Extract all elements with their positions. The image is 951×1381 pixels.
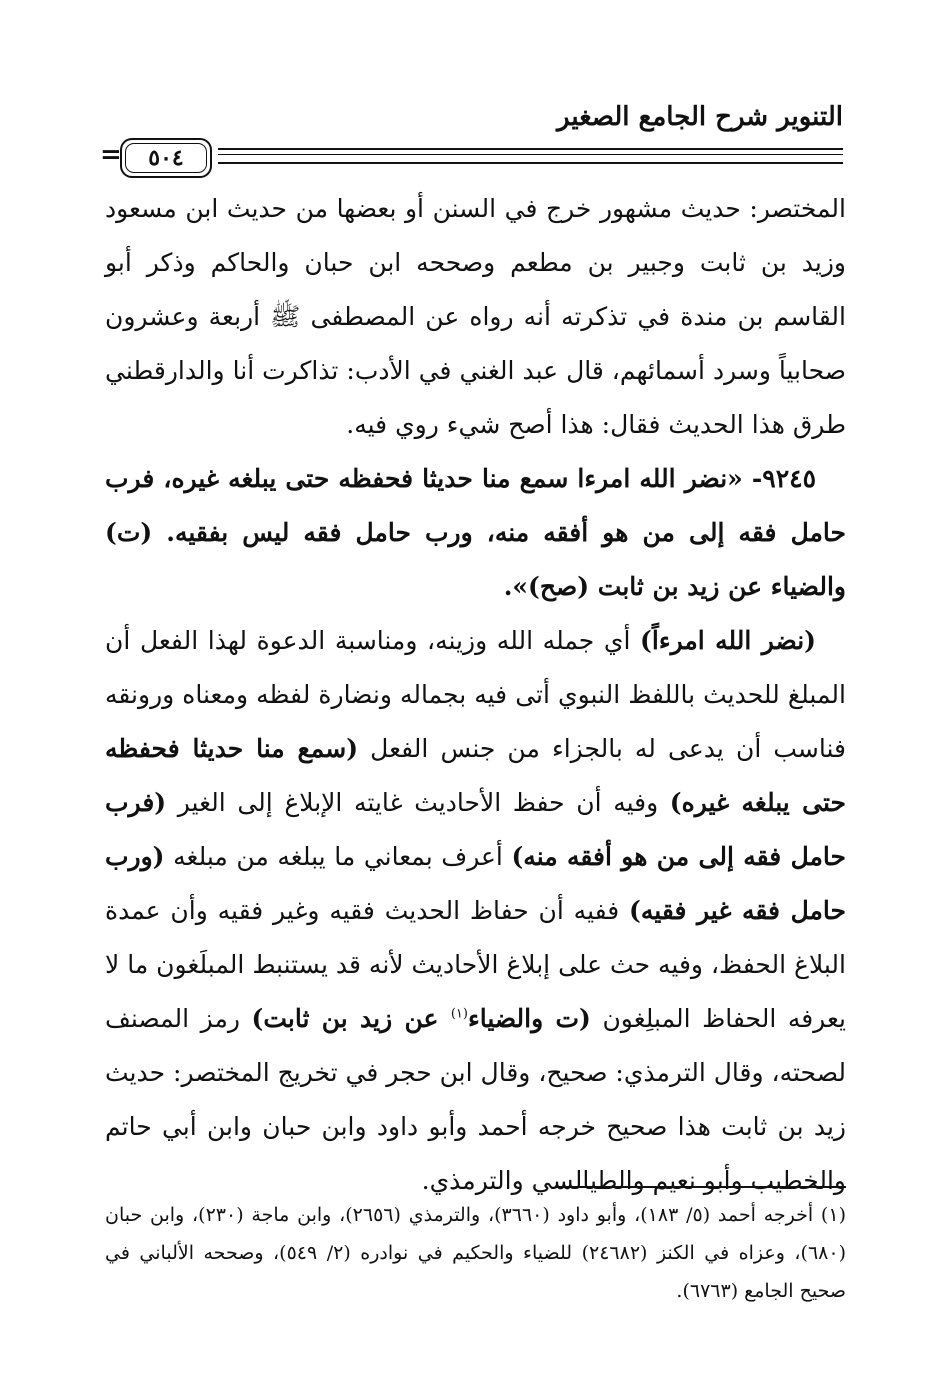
page-number-text: ٥٠٤ — [148, 145, 184, 171]
paragraph-intro: المختصر: حديث مشهور خرج في السنن أو بعضها من حديث ابن مسعود وزيد بن ثابت وجبير بن مطعم وصححه ابن حبان والحاكم وذكر أبو القاسم بن مندة في تذكرته أنه رواه عن المصطفى ﷺ أربعة وعشرون صحابياً وسرد أسمائهم، قال عبد الغني في الأدب: تذاكرت أنا والدارقطني طرق هذا الحديث فقال: هذا أصح شيء روي فيه. — [105, 194, 847, 439]
quote-segment: (ورب حامل فقه غير فقيه) — [105, 842, 846, 925]
paragraph-commentary — [105, 614, 846, 1208]
footnote-marker[interactable]: (١) — [450, 1006, 468, 1022]
footnote-1: (١) أخرجه أحمد (٥/ ١٨٣)، وأبو داود (٣٦٦٠)، والترمذي (٢٦٥٦)، وابن ماجة (٢٣٠)، وابن حبان (٦٨٠)، وعزاه في الكنز (٢٤٦٨٢) للضياء والحكيم في نوادره (٢/ ٥٤٩)، وصححه الألباني في صحيح الجامع (٦٧٦٣). — [105, 1204, 846, 1302]
footnote-separator — [556, 1186, 846, 1188]
commentary-segment: وفيه أن حفظ الأحاديث غايته الإبلاغ إلى الغير — [166, 788, 670, 817]
page-number — [120, 138, 212, 178]
footnotes — [105, 1196, 846, 1310]
commentary-segment: أي جمله الله وزينه، ومناسبة الدعوة لهذا الفعل أن المبلغ للحديث باللفظ النبوي أتى فيه بجماله ونضارة لفظه ومعناه ورونقه فناسب أن يدعى له بالجزاء من جنس الفعل — [105, 626, 846, 763]
quote-segment: (نضر الله امرءاً) — [640, 626, 816, 655]
header-rule — [218, 148, 843, 164]
commentary-segment: ففيه أن حفاظ الحديث فقيه وغير فقيه وأن عمدة البلاغ الحفظ، وفيه حث على إبلاغ الأحاديث لأنه قد يستنبط المبلَغون ما لا يعرفه الحفاظ المبلِغون — [105, 896, 846, 1033]
commentary-segment: أعرف بمعاني ما يبلغه من مبلغه — [164, 842, 512, 871]
header-side-mark: = — [100, 140, 122, 170]
quote-segment: (ت والضياء — [467, 1004, 591, 1033]
quote-segment: (سمع منا حديثا فحفظه حتى يبلغه غيره) — [105, 734, 846, 817]
quote-segment: عن زيد بن ثابت) — [251, 1004, 451, 1033]
commentary-segment: رمز المصنف لصحته، وقال الترمذي: صحيح، وقال ابن حجر في تخريج المختصر: حديث زيد بن ثابت هذا صحيح خرجه أحمد وأبو داود وابن حبان وابن أبي حاتم والخطيب وأبو نعيم والطيالسي والترمذي. — [105, 1004, 846, 1195]
running-title: التنوير شرح الجامع الصغير — [557, 102, 843, 132]
hadith-entry: ٩٢٤٥- «نضر الله امرءا سمع منا حديثا فحفظه حتى يبلغه غيره، فرب حامل فقه إلى من هو أفقه منه، ورب حامل فقه ليس بفقيه. (ت) والضياء عن زيد بن ثابت (صح)». — [105, 464, 846, 601]
quote-segment: (فرب حامل فقه إلى من هو أفقه منه) — [105, 788, 846, 871]
main-text — [105, 182, 846, 1208]
